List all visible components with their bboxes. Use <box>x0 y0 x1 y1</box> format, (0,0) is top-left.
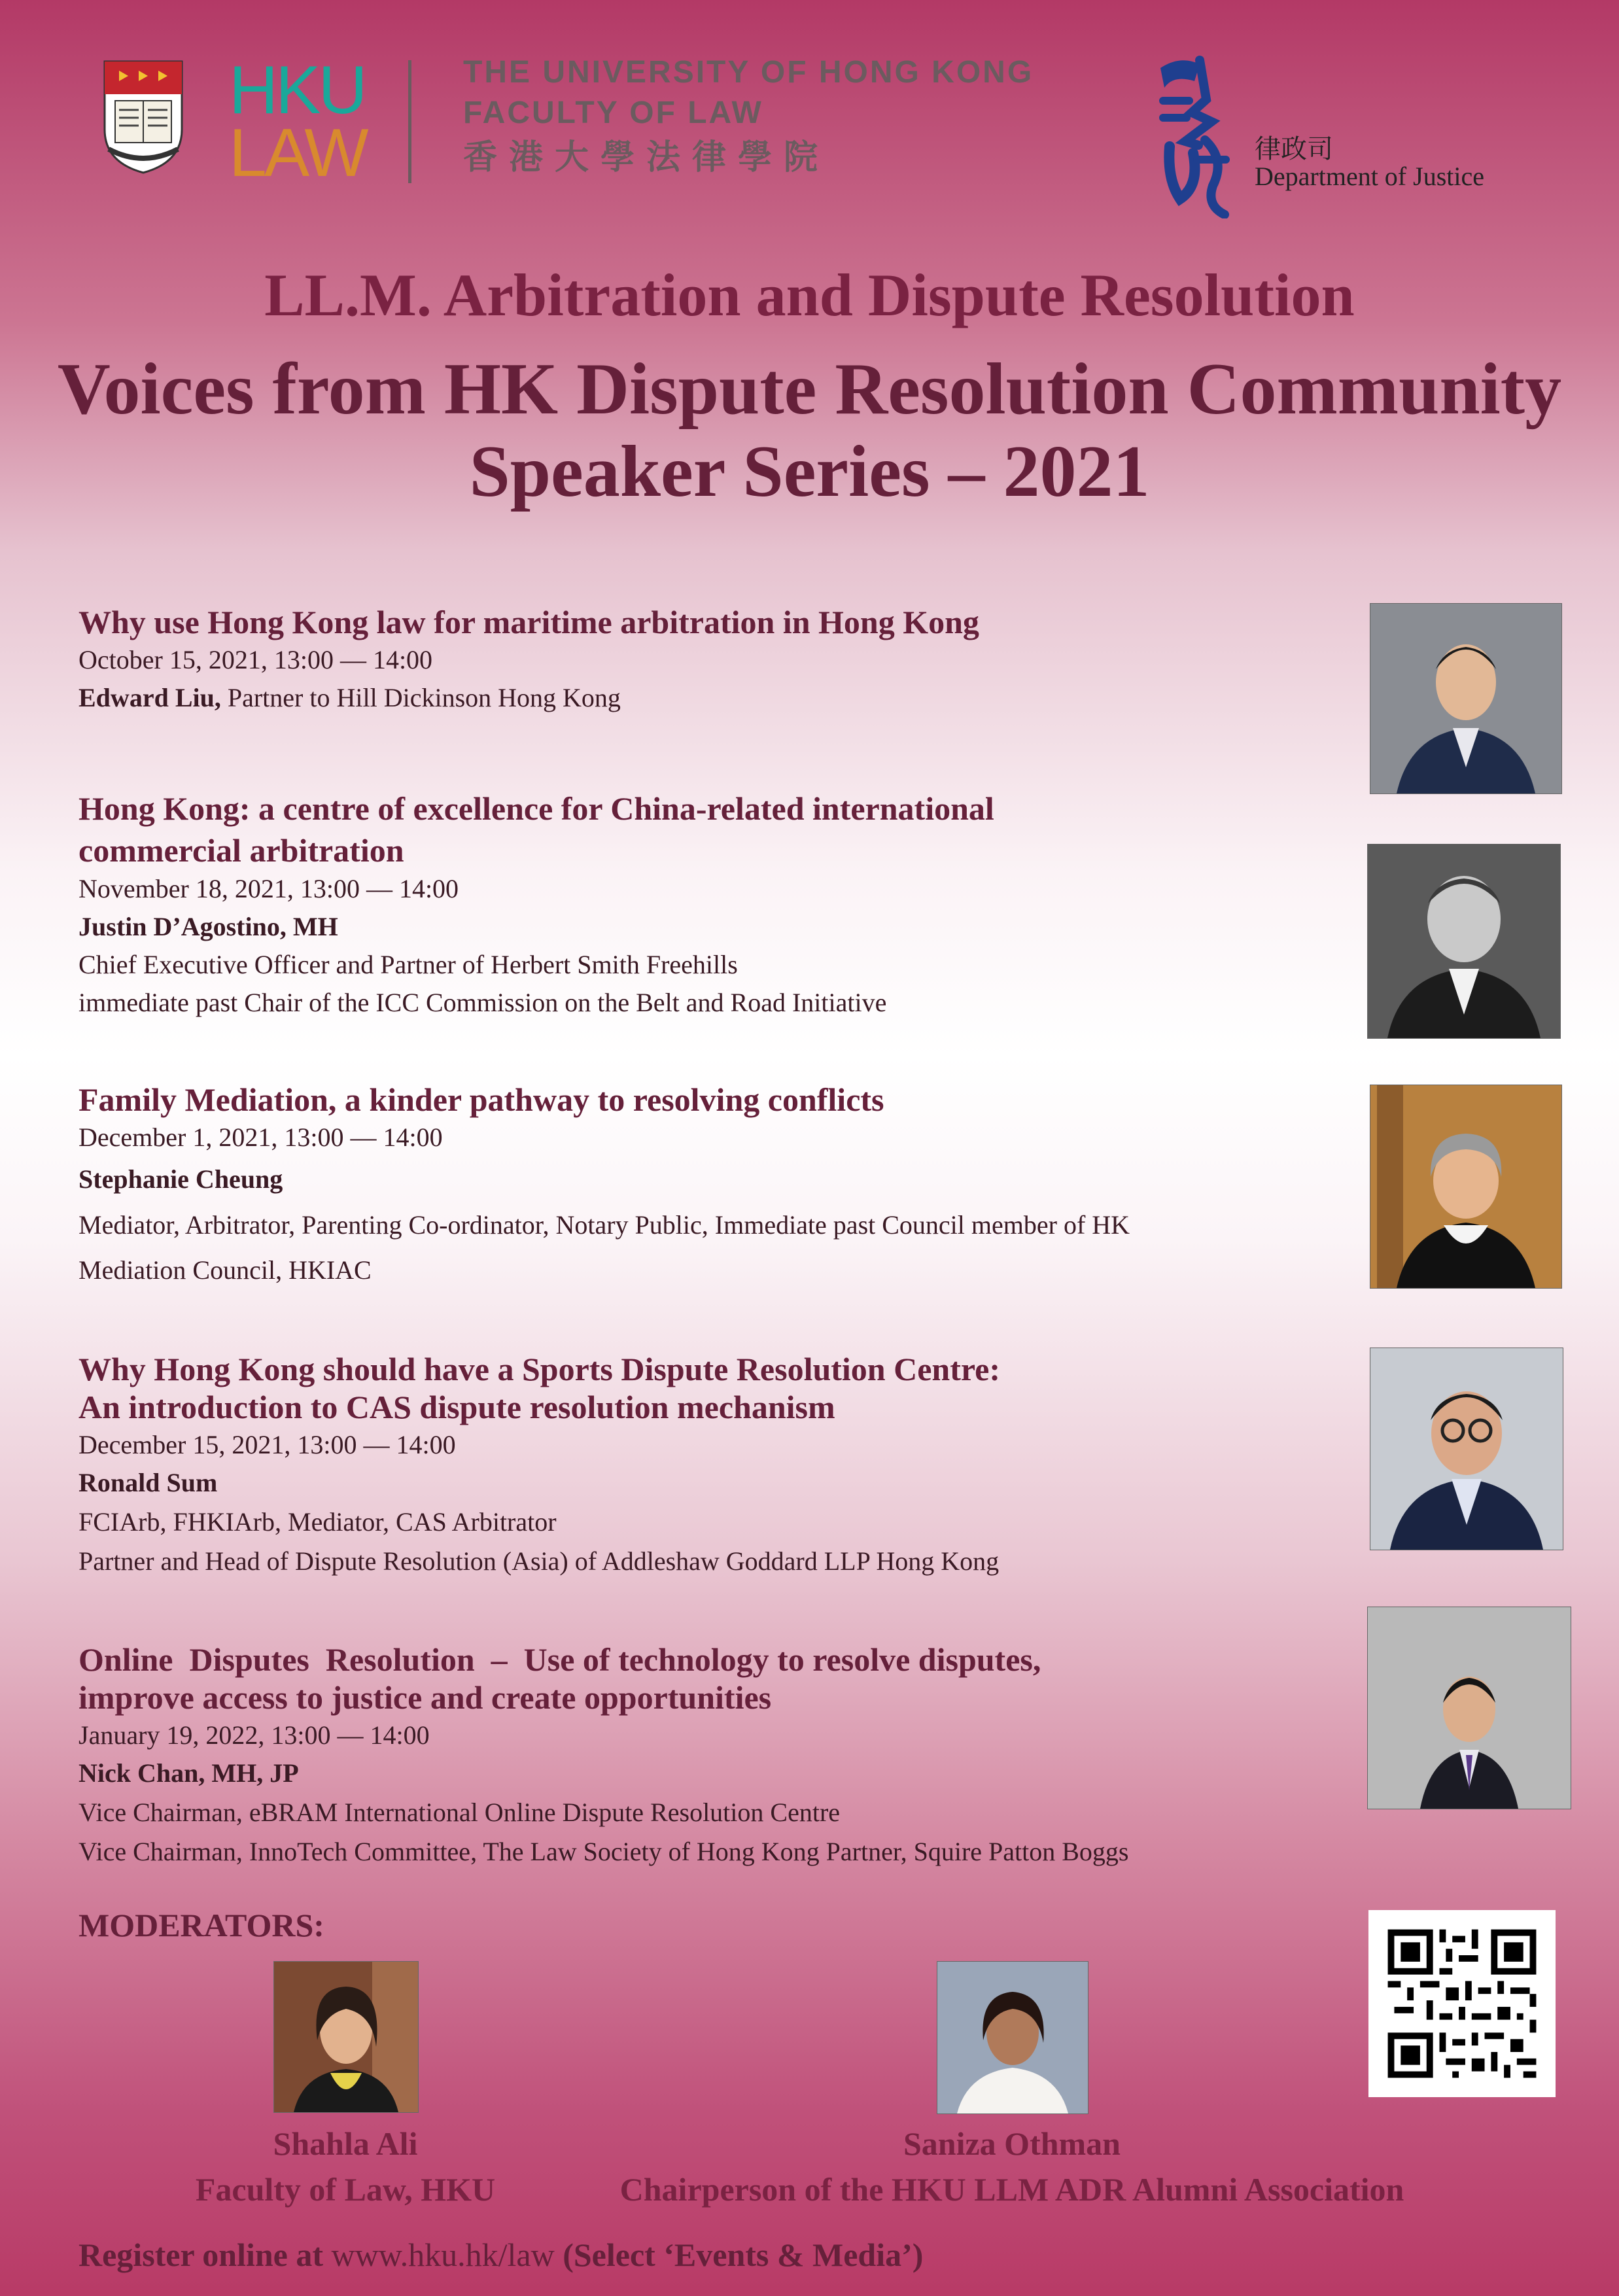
university-line2: FACULTY OF LAW <box>463 96 763 130</box>
programme-title: LL.M. Arbitration and Dispute Resolution <box>264 262 1355 328</box>
moderators-label: MODERATORS: <box>78 1907 324 1943</box>
speaker-role: Mediator, Arbitrator, Parenting Co-ordinator, Notary Public, Immediate past Council member of HK <box>78 1210 1130 1240</box>
event-datetime: December 1, 2021, 13:00 — 14:00 <box>78 1122 443 1152</box>
event-title: Family Mediation, a kinder pathway to resolving conflicts <box>78 1081 884 1118</box>
speaker-name: Nick Chan, MH, JP <box>78 1758 299 1788</box>
moderator-2 <box>554 2121 1470 2212</box>
speaker-role: FCIArb, FHKIArb, Mediator, CAS Arbitrator <box>78 1507 557 1537</box>
speaker-photo-ronald-sum <box>1370 1348 1563 1550</box>
event-title-line2: improve access to justice and create opportunities <box>78 1679 772 1716</box>
moderator-photo-saniza-othman <box>937 1961 1088 2114</box>
event-5 <box>78 1641 1295 1871</box>
doj-name-zh: 律政司 <box>1255 134 1333 164</box>
speaker-photo-justin-dagostino <box>1367 844 1561 1039</box>
hku-mark-bottom: LAW <box>229 115 366 191</box>
event-title-line2: commercial arbitration <box>78 832 404 869</box>
event-4 <box>78 1350 1295 1580</box>
register-url-link[interactable]: www.hku.hk/law <box>331 2236 555 2273</box>
header-divider <box>408 60 411 183</box>
event-datetime: December 15, 2021, 13:00 — 14:00 <box>78 1430 456 1459</box>
event-1 <box>78 603 1295 717</box>
speaker-role: immediate past Chair of the ICC Commission on the Belt and Road Initiative <box>78 988 887 1017</box>
university-name <box>463 52 1034 182</box>
doj-name-en: Department of Justice <box>1255 162 1484 191</box>
series-title-line1: Voices from HK Dispute Resolution Community <box>57 349 1562 430</box>
doj-seal-logo <box>1154 55 1235 218</box>
event-title: Why use Hong Kong law for maritime arbitration in Hong Kong <box>78 604 979 640</box>
speaker-role: Chief Executive Officer and Partner of Herbert Smith Freehills <box>78 950 738 979</box>
registration-qr-code[interactable] <box>1368 1910 1556 2097</box>
series-title-line2: Speaker Series – 2021 <box>469 431 1150 512</box>
moderator-affiliation: Faculty of Law, HKU <box>195 2171 496 2208</box>
moderator-affiliation: Chairperson of the HKU LLM ADR Alumni Association <box>619 2171 1404 2208</box>
speaker-affiliation: Partner to Hill Dickinson Hong Kong <box>220 683 621 712</box>
hku-law-wordmark <box>229 52 366 191</box>
moderator-name: Shahla Ali <box>273 2125 418 2162</box>
event-datetime: October 15, 2021, 13:00 — 14:00 <box>78 645 433 674</box>
event-title-line2: An introduction to CAS dispute resolution mechanism <box>78 1389 835 1425</box>
register-line <box>78 2236 923 2274</box>
speaker-photo-edward-liu <box>1370 603 1562 794</box>
event-title-line1: Hong Kong: a centre of excellence for China-related international <box>78 790 994 827</box>
register-prefix: Register online at <box>78 2236 332 2273</box>
speaker-name: Edward Liu, <box>78 683 221 712</box>
event-speaker-line <box>78 679 1295 717</box>
hku-mark-top: HKU <box>229 52 365 128</box>
speaker-photo-stephanie-cheung <box>1370 1085 1562 1289</box>
moderator-1 <box>149 2121 542 2212</box>
moderator-name: Saniza Othman <box>903 2125 1121 2162</box>
university-zh: 香港大學法律學院 <box>463 139 830 177</box>
speaker-name: Justin D’Agostino, MH <box>78 912 338 941</box>
event-title-line1: Why Hong Kong should have a Sports Dispute Resolution Centre: <box>78 1351 1001 1387</box>
event-3 <box>78 1081 1295 1293</box>
hku-crest-logo <box>99 58 187 175</box>
event-datetime: November 18, 2021, 13:00 — 14:00 <box>78 874 459 903</box>
register-suffix: (Select ‘Events & Media’) <box>554 2236 924 2273</box>
speaker-role: Vice Chairman, InnoTech Committee, The Law Society of Hong Kong Partner, Squire Patton Boggs <box>78 1837 1129 1866</box>
event-2 <box>78 786 1295 1022</box>
event-datetime: January 19, 2022, 13:00 — 14:00 <box>78 1720 430 1750</box>
qr-code-icon <box>1368 1910 1556 2097</box>
speaker-name: Ronald Sum <box>78 1468 218 1497</box>
speaker-role: Mediation Council, HKIAC <box>78 1255 372 1285</box>
speaker-name: Stephanie Cheung <box>78 1164 283 1194</box>
speaker-role: Vice Chairman, eBRAM International Online Dispute Resolution Centre <box>78 1798 841 1827</box>
speaker-photo-nick-chan <box>1367 1607 1571 1809</box>
university-line1: THE UNIVERSITY OF HONG KONG <box>463 55 1034 90</box>
moderator-photo-shahla-ali <box>273 1961 419 2113</box>
speaker-role: Partner and Head of Dispute Resolution (Asia) of Addleshaw Goddard LLP Hong Kong <box>78 1546 1000 1576</box>
series-title <box>0 348 1619 513</box>
event-title-line1: Online Disputes Resolution – Use of technology to resolve disputes, <box>78 1641 1041 1678</box>
